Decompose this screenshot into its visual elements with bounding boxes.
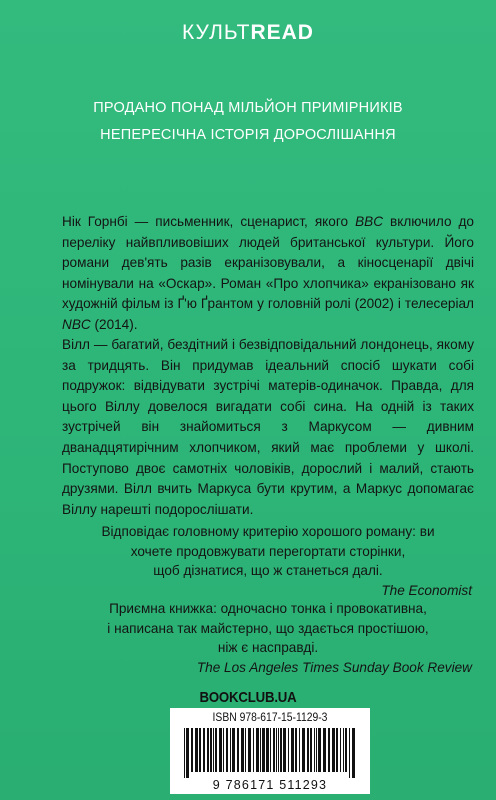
barcode-bar (237, 728, 239, 772)
barcode-bar (343, 728, 344, 772)
barcode-bar (191, 728, 193, 772)
publisher-logo: BOOKCLUB.UA (199, 689, 297, 706)
quote-line: Приємна книжка: одночасно тонка і провокативна, (109, 601, 427, 616)
review-quote-la-times (62, 599, 474, 677)
barcode-bar (210, 728, 212, 772)
barcode-bar (340, 728, 341, 772)
barcode-bar (318, 728, 321, 772)
barcode-bar (332, 728, 335, 772)
barcode-bar (323, 728, 326, 772)
barcode-bar (352, 728, 355, 778)
barcode-bar (310, 728, 312, 772)
barcode-bar (226, 728, 228, 772)
tagline-subtitle: НЕПЕРЕСІЧНА ІСТОРІЯ ДОРОСЛІШАННЯ (100, 127, 396, 143)
barcode-bar (283, 728, 286, 772)
barcode-bar (230, 728, 231, 772)
quote-line: ніж є насправді. (217, 640, 319, 655)
tagline-sales: ПРОДАНО ПОНАД МІЛЬЙОН ПРИМІРНИКІВ (93, 100, 403, 116)
isbn-label: ISBN 978-617-15-1129-3 (212, 712, 328, 724)
barcode-bar (186, 728, 189, 778)
barcode-bar (256, 728, 259, 772)
barcode-bar (307, 728, 309, 772)
barcode-bar (203, 728, 205, 772)
barcode-bar (195, 728, 198, 772)
barcode-bar (302, 728, 305, 772)
barcode-bar (262, 728, 265, 772)
barcode-bar (241, 728, 244, 772)
barcode-bar (270, 728, 271, 772)
quote-line: Відповідає головному критерію хорошого роману: ви (101, 524, 435, 539)
barcode-bar (276, 728, 277, 772)
barcode-bar (328, 728, 330, 772)
barcode-bar (291, 728, 294, 772)
quote-line: щоб дізнатися, що ж станеться далі. (153, 563, 383, 578)
barcode-bar (223, 728, 224, 772)
quote-line: і написана так майстерно, що здається простішою, (107, 620, 429, 636)
quote-line: хочете продовжувати перегортати сторінки, (130, 543, 406, 559)
barcode-bar (316, 728, 317, 772)
barcode-bar (299, 728, 300, 772)
about-author-paragraph: Нік Горнбі — письменник, сценарист, якого BBC включило до переліку найвпливовіших людей британської культури. Його романи дев'ять разів екранізовували, а кіносценарії двічі номінували на «Оскар». Роман «Про хлопчика» екранізовано як художній фільм із Ґ'ю Ґрантом у головній ролі (2002) і телесеріал NBC (2014). (62, 214, 474, 332)
barcode-bar (184, 728, 185, 778)
barcode-bar (345, 728, 347, 772)
barcode-bar (253, 728, 254, 772)
barcode-bar (199, 728, 201, 772)
barcode-bar (278, 728, 279, 772)
quote-source: The Los Angeles Times Sunday Book Review (196, 659, 472, 675)
barcode-bar (314, 728, 315, 772)
barcode-bar (215, 728, 217, 772)
barcode-bar (213, 728, 214, 772)
barcode-bar (280, 728, 282, 772)
barcode-bar (336, 728, 338, 772)
barcode-bar (219, 728, 222, 772)
isbn-barcode (170, 708, 370, 794)
barcode-bars (182, 728, 358, 778)
barcode-bar (232, 728, 235, 772)
synopsis-paragraph: Вілл — багатий, бездітний і безвідповідальний лондонець, якому за тридцять. Він придумав ідеальний спосіб шукати собі подружок: відвідувати зустрічі матерів-одиначок. Правда, для цього Віллу довелося вигадати собі сина. На одній із таких зустрічей він знайомиться з Маркусом — дивним дванадцятирічним хлопчиком, який має проблеми у школі. Поступово двоє самотніх чоловіків, дорослий і малий, стають друзями. Вілл вчить Маркуса бути крутим, а Маркус допомагає Віллу нарешті подорослішати. (62, 337, 474, 517)
barcode-bar (245, 728, 246, 772)
barcode-bar (207, 728, 209, 772)
review-quote-economist (62, 522, 474, 600)
barcode-bar (273, 728, 275, 772)
barcode-bar (295, 728, 297, 772)
quote-source: The Economist (381, 582, 472, 598)
barcode-bar (260, 728, 261, 772)
barcode-digits: 9 786171 511293 (212, 778, 328, 792)
barcode-bar (248, 728, 251, 772)
barcode-bar (266, 728, 269, 772)
brand-logo: КУЛЬТREAD (182, 21, 314, 44)
barcode-bar (288, 728, 289, 772)
barcode-bar (349, 728, 350, 778)
